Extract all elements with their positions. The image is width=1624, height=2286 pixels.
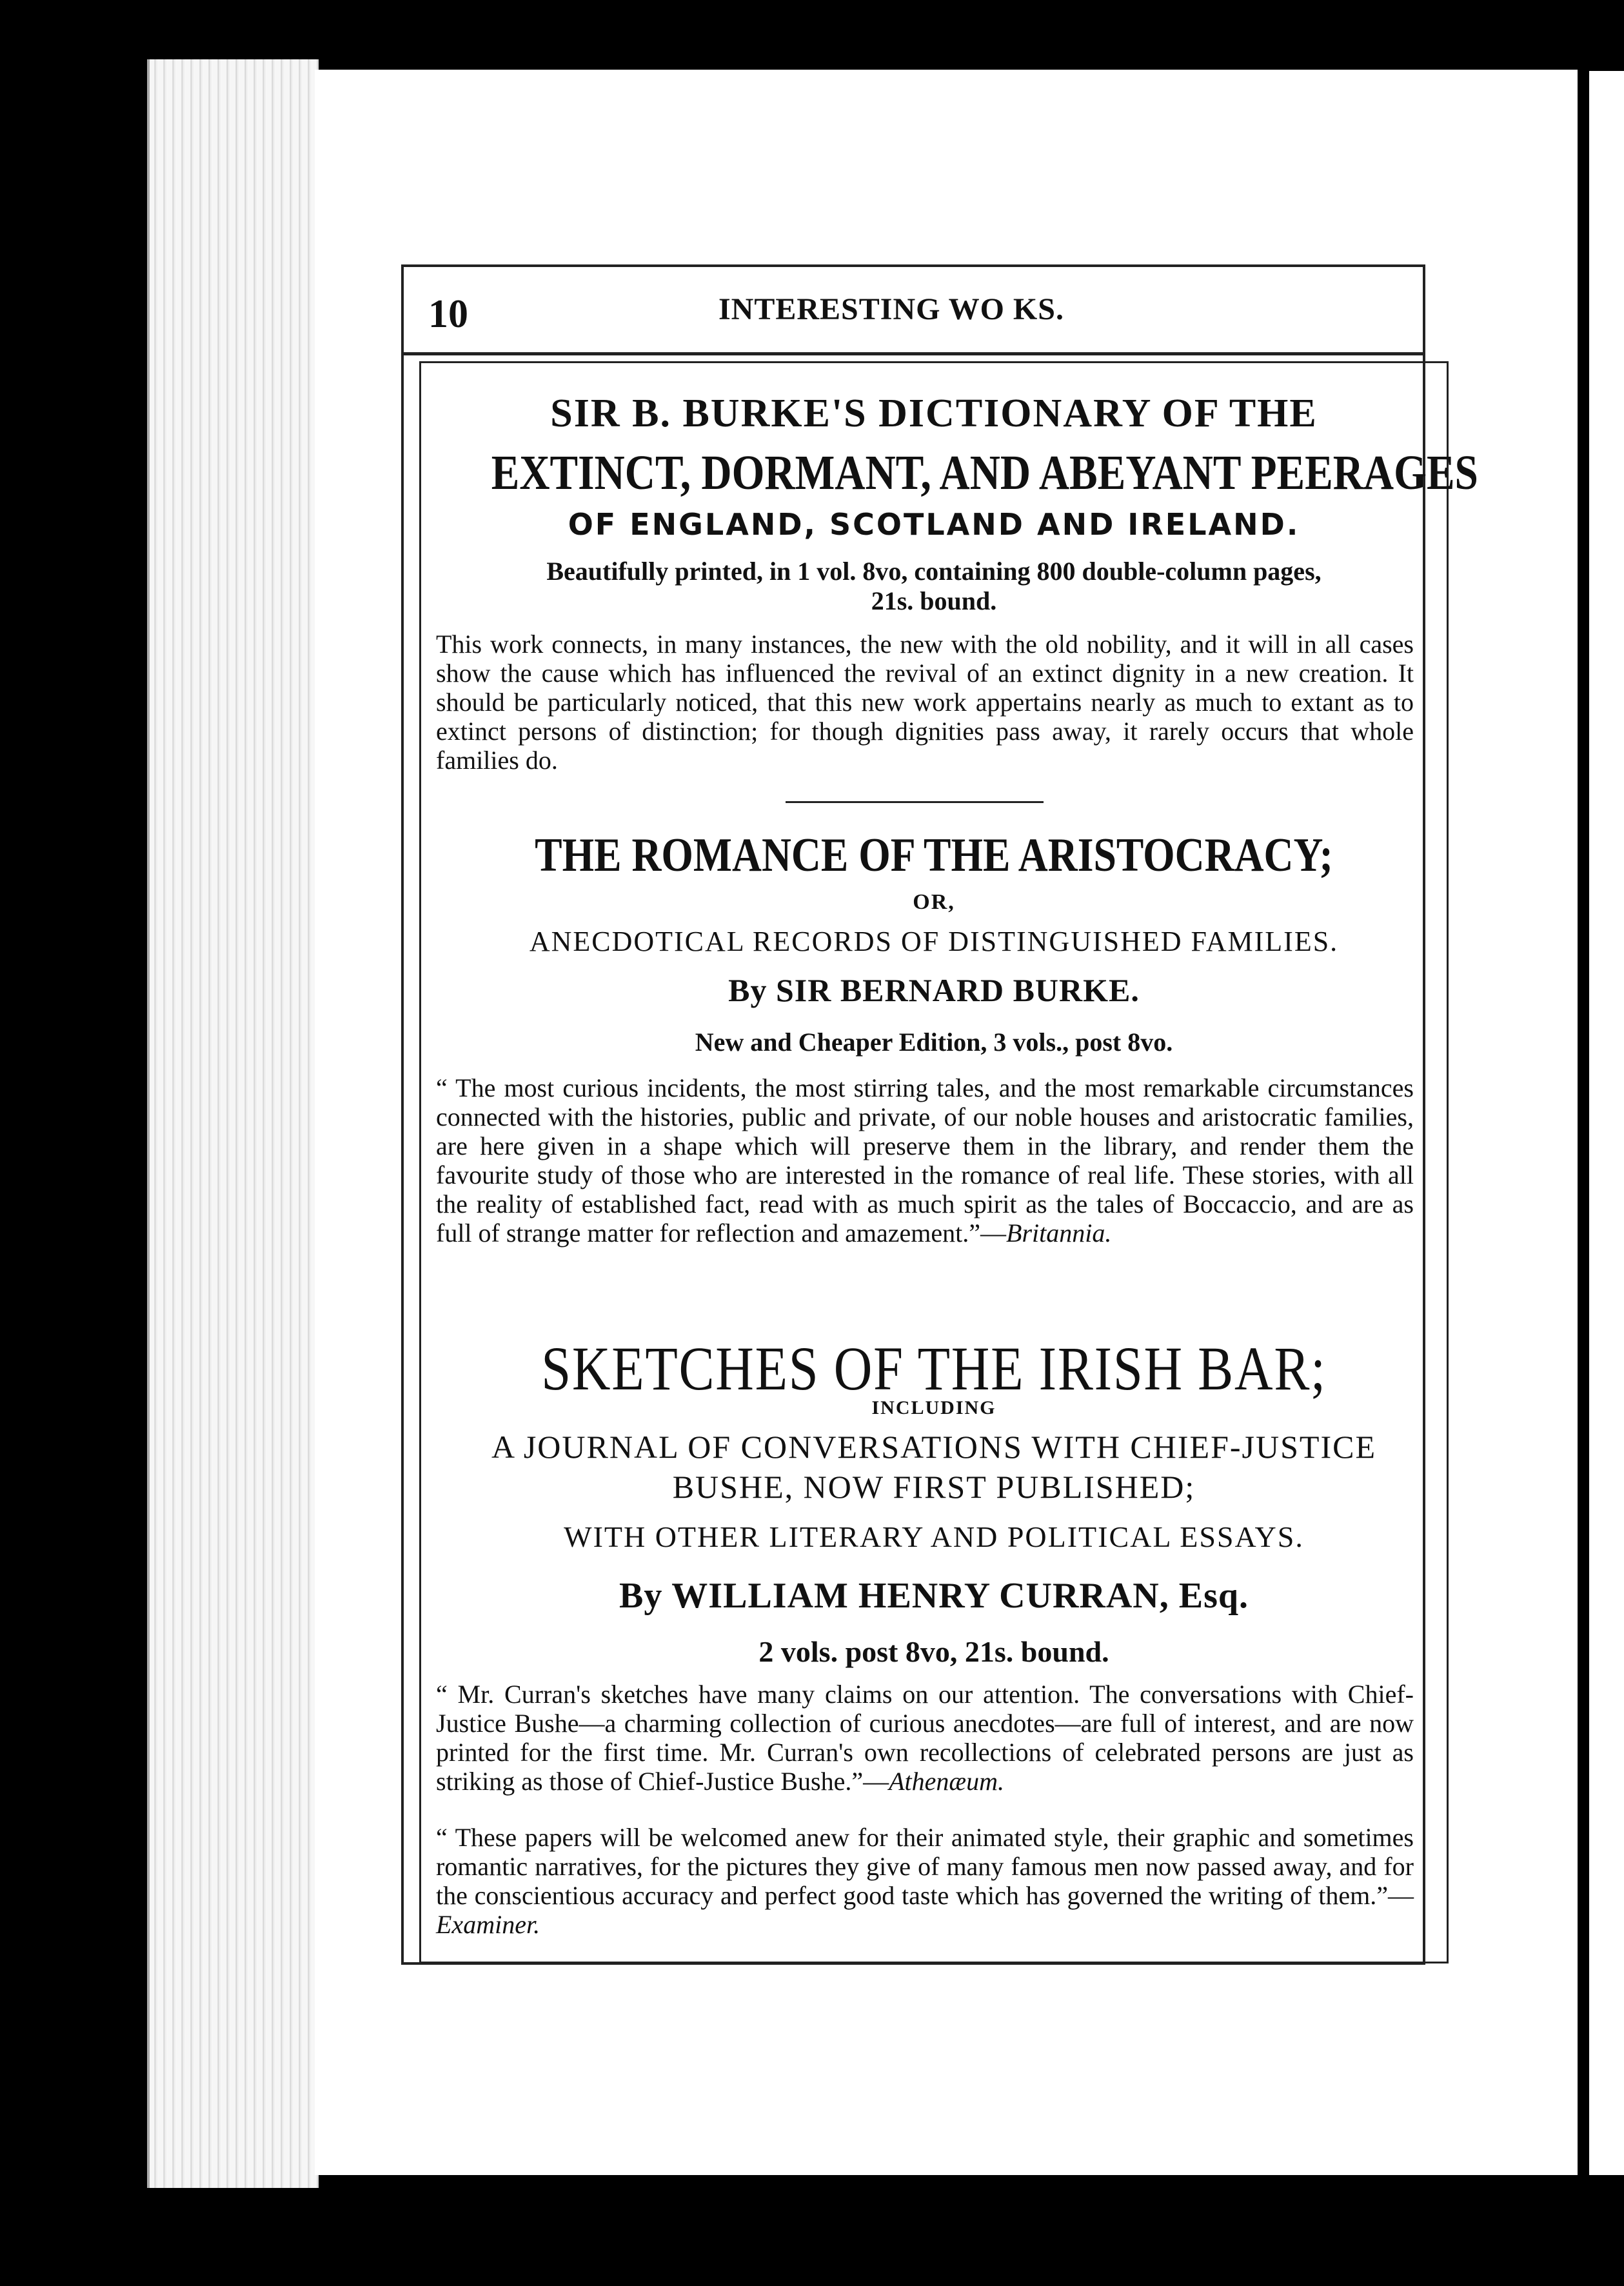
- book2-subtitle: ANECDOTICAL RECORDS OF DISTINGUISHED FAMILIES.: [529, 926, 1339, 957]
- running-head: INTERESTING WO KS.: [718, 292, 1064, 326]
- book1-title-line1: SIR B. BURKE'S DICTIONARY OF THE: [550, 392, 1318, 435]
- header-rule: [404, 352, 1423, 355]
- book2-review: [436, 1073, 1414, 1247]
- book3-price: 2 vols. post 8vo, 21s. bound.: [758, 1635, 1109, 1668]
- book1-printing: Beautifully printed, in 1 vol. 8vo, containing 800 double-column pages,: [546, 557, 1322, 586]
- book3-author: By WILLIAM HENRY CURRAN, Esq.: [619, 1576, 1249, 1616]
- book1-price: 21s. bound.: [871, 586, 997, 615]
- book1-description: This work connects, in many instances, the new with the old nobility, and it will in all cases show the cause which has influenced the revival of an extinct dignity in a new creation. It should be particularly noticed, that this new work appertains nearly as much to extant as to extinct persons of distinction; for though dignities pass away, it rarely occurs that whole families do.: [436, 630, 1414, 775]
- book1-title-line2: EXTINCT, DORMANT, AND ABEYANT PEERAGES: [491, 446, 1478, 500]
- book3-subtitle-line1: A JOURNAL OF CONVERSATIONS WITH CHIEF-JUSTICE: [491, 1429, 1376, 1465]
- book3-review1-source: Athenæum.: [889, 1767, 1004, 1796]
- book2-review-source: Britannia.: [1006, 1218, 1112, 1247]
- book3-title: SKETCHES OF THE IRISH BAR;: [541, 1334, 1327, 1403]
- facing-page-edge: [1589, 71, 1624, 2175]
- book2-review-text: “ The most curious incidents, the most stirring tales, and the most remarkable circumstances connected with the histories, public and private, of our noble houses and aristocratic families, are here given in a shape which will preserve them in the library, and render them the favourite study of those who are interested in the romance of real life. These stories, with all the reality of established fact, read with as much spirit as the tales of Boccaccio, and are as full of strange matter for reflection and amazement.”—: [436, 1073, 1414, 1247]
- gutter-shadow: [1579, 67, 1589, 2176]
- book3-review1: [436, 1680, 1414, 1796]
- book3-review2-source: Examiner.: [436, 1910, 540, 1939]
- book3-including: INCLUDING: [871, 1397, 996, 1418]
- book-page-edges: [147, 59, 319, 2188]
- book2-or: OR,: [913, 890, 955, 914]
- section-divider: [786, 801, 1044, 803]
- book3-subtitle-line3: WITH OTHER LITERARY AND POLITICAL ESSAYS.: [564, 1520, 1304, 1553]
- book2-author: By SIR BERNARD BURKE.: [728, 972, 1140, 1008]
- book3-review2-text: “ These papers will be welcomed anew for their animated style, their graphic and sometimes romantic narratives, for the pictures they give of many famous men now passed away, and for the conscientious accuracy and perfect good taste which has governed the writing of them.”—: [436, 1823, 1414, 1910]
- book3-review2: [436, 1823, 1414, 1939]
- book2-edition: New and Cheaper Edition, 3 vols., post 8vo.: [695, 1028, 1173, 1057]
- book3-review1-text: “ Mr. Curran's sketches have many claims on our attention. The conversations with Chief-Justice Bushe—a charming collection of curious anecdotes—are full of interest, and are now printed for the first time. Mr. Curran's own recollections of celebrated persons are just as striking as those of Chief-Justice Bushe.”—: [436, 1680, 1414, 1796]
- page-number: 10: [428, 292, 468, 336]
- book1-title-line3: OF ENGLAND, SCOTLAND AND IRELAND.: [568, 507, 1300, 542]
- book3-subtitle-line2: BUSHE, NOW FIRST PUBLISHED;: [672, 1469, 1196, 1505]
- book2-title: THE ROMANCE OF THE ARISTOCRACY;: [535, 829, 1333, 882]
